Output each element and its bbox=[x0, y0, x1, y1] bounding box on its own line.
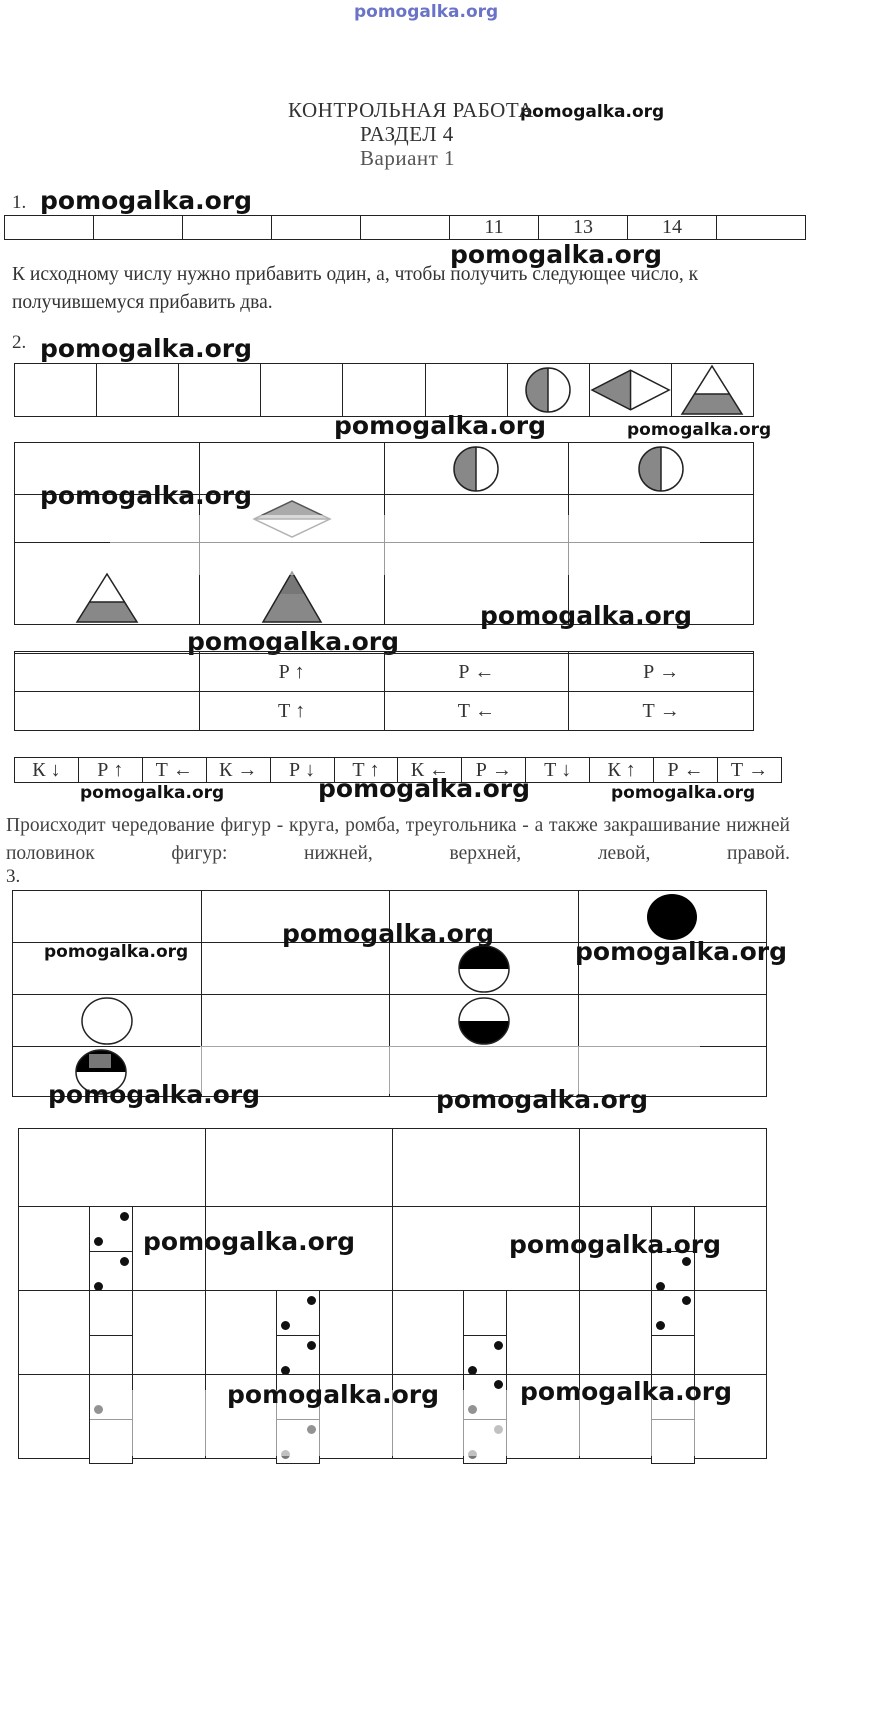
number-cell bbox=[183, 216, 272, 240]
domino-tile bbox=[463, 1290, 507, 1380]
number-cell bbox=[717, 216, 806, 240]
domino-dot bbox=[120, 1257, 129, 1266]
watermark: pomogalka.org bbox=[40, 481, 253, 510]
shape-cell bbox=[384, 443, 569, 495]
variant-title: Вариант 1 bbox=[360, 146, 456, 170]
domino-tile bbox=[89, 1206, 133, 1296]
shape-cell bbox=[179, 364, 261, 417]
triangle-bottom-gray-icon bbox=[75, 572, 139, 624]
domino-dot bbox=[656, 1321, 665, 1330]
domino-dot bbox=[494, 1380, 503, 1389]
domino-dot bbox=[494, 1341, 503, 1350]
shape-cell bbox=[671, 364, 753, 417]
watermark: pomogalka.org bbox=[318, 774, 531, 803]
task-2-number: 2. bbox=[12, 332, 27, 353]
watermark: pomogalka.org bbox=[80, 783, 225, 803]
watermark-top: pomogalka.org bbox=[354, 2, 499, 22]
sequence-cell: Т → bbox=[717, 758, 781, 783]
task-2-explanation: Происходит чередование фигур - круга, ромба, треугольника - а также закрашивание нижней половинок фигур: нижней, верхней, левой, правой. bbox=[6, 815, 790, 864]
watermark: pomogalka.org bbox=[40, 334, 253, 363]
diamond-left-gray-icon bbox=[590, 368, 671, 412]
domino-dot bbox=[120, 1212, 129, 1221]
watermark: pomogalka.org bbox=[480, 601, 693, 630]
watermark: pomogalka.org bbox=[44, 942, 189, 962]
domino-dot bbox=[307, 1341, 316, 1350]
task-2-directions-table bbox=[14, 651, 754, 731]
shape-cell bbox=[425, 364, 507, 417]
watermark: pomogalka.org bbox=[436, 1085, 649, 1114]
shape-cell bbox=[15, 364, 97, 417]
domino-tile bbox=[276, 1290, 320, 1380]
sequence-cell: Р → bbox=[462, 758, 526, 783]
sequence-cell: К ← bbox=[398, 758, 462, 783]
direction-cell: Р ← bbox=[384, 653, 569, 692]
circle-cell bbox=[578, 995, 767, 1047]
task-1-number-table bbox=[4, 215, 806, 240]
number-cell bbox=[94, 216, 183, 240]
task-1-explanation: К исходному числу нужно прибавить один, а, чтобы получить следующее число, к получившемуся прибавить два. bbox=[12, 264, 699, 313]
circle-cell bbox=[201, 943, 390, 995]
circle-left-gray-icon bbox=[637, 445, 685, 493]
watermark: pomogalka.org bbox=[611, 783, 756, 803]
number-cell: 11 bbox=[450, 216, 539, 240]
domino-dot bbox=[682, 1296, 691, 1305]
shape-cell bbox=[589, 364, 671, 417]
circle-top-black-icon bbox=[456, 944, 512, 994]
number-cell bbox=[5, 216, 94, 240]
sequence-cell: Р ↓ bbox=[270, 758, 334, 783]
watermark: pomogalka.org bbox=[334, 411, 547, 440]
shape-cell bbox=[569, 443, 754, 495]
sequence-cell: К → bbox=[206, 758, 270, 783]
sequence-cell: Р ↑ bbox=[78, 758, 142, 783]
number-cell: 14 bbox=[628, 216, 717, 240]
watermark: pomogalka.org bbox=[627, 420, 772, 440]
sequence-cell: К ↑ bbox=[590, 758, 654, 783]
sequence-cell: Т ↑ bbox=[334, 758, 398, 783]
number-cell bbox=[272, 216, 361, 240]
domino-cell bbox=[393, 1129, 580, 1207]
watermark: pomogalka.org bbox=[40, 186, 253, 215]
circle-cell bbox=[578, 891, 767, 943]
number-cell bbox=[361, 216, 450, 240]
task-2-shapes-row bbox=[14, 363, 754, 417]
direction-cell: Р ↑ bbox=[199, 653, 384, 692]
domino-cell bbox=[580, 1129, 767, 1207]
circle-cell bbox=[13, 995, 202, 1047]
circle-left-gray-icon bbox=[452, 445, 500, 493]
watermark: pomogalka.org bbox=[187, 627, 400, 656]
circle-cell bbox=[13, 891, 202, 943]
sequence-cell: Т ↓ bbox=[526, 758, 590, 783]
domino-cell bbox=[206, 1129, 393, 1207]
watermark: pomogalka.org bbox=[282, 919, 495, 948]
circle-cell bbox=[201, 995, 390, 1047]
watermark: pomogalka.org bbox=[520, 102, 665, 122]
direction-cell: Р → bbox=[569, 653, 754, 692]
domino-tile bbox=[651, 1290, 695, 1380]
shape-cell bbox=[97, 364, 179, 417]
domino-dot bbox=[307, 1296, 316, 1305]
sequence-cell: Р ← bbox=[654, 758, 718, 783]
white-circle-icon bbox=[79, 996, 135, 1046]
sequence-cell: Т ← bbox=[142, 758, 206, 783]
watermark: pomogalka.org bbox=[227, 1380, 440, 1409]
watermark: pomogalka.org bbox=[143, 1227, 356, 1256]
number-cell: 13 bbox=[539, 216, 628, 240]
watermark: pomogalka.org bbox=[450, 240, 663, 269]
scan-fade bbox=[110, 515, 700, 575]
direction-cell: Т ↑ bbox=[199, 692, 384, 731]
watermark: pomogalka.org bbox=[575, 937, 788, 966]
task-3-number: 3. bbox=[6, 866, 21, 887]
shape-cell bbox=[507, 364, 589, 417]
shape-cell bbox=[343, 364, 425, 417]
direction-cell: Т ← bbox=[384, 692, 569, 731]
watermark: pomogalka.org bbox=[509, 1230, 722, 1259]
domino-cell bbox=[19, 1129, 206, 1207]
triangle-top-gray-icon bbox=[261, 570, 323, 624]
direction-cell: Т → bbox=[569, 692, 754, 731]
shape-cell bbox=[261, 364, 343, 417]
direction-cell bbox=[15, 653, 200, 692]
domino-dot bbox=[94, 1237, 103, 1246]
sequence-cell: К ↓ bbox=[15, 758, 79, 783]
watermark: pomogalka.org bbox=[520, 1377, 733, 1406]
black-circle-icon bbox=[645, 892, 699, 942]
direction-cell bbox=[15, 692, 200, 731]
triangle-bottom-gray-icon bbox=[680, 364, 744, 416]
task-1-number: 1. bbox=[12, 192, 27, 213]
circle-left-gray-icon bbox=[524, 366, 572, 414]
circle-bottom-black-icon bbox=[456, 996, 512, 1046]
domino-tile bbox=[89, 1290, 133, 1380]
domino-dot bbox=[281, 1321, 290, 1330]
page-title: КОНТРОЛЬНАЯ РАБОТА bbox=[288, 98, 534, 122]
watermark: pomogalka.org bbox=[48, 1080, 261, 1109]
circle-cell bbox=[390, 995, 579, 1047]
section-title: РАЗДЕЛ 4 bbox=[360, 122, 454, 146]
circle-cell bbox=[390, 943, 579, 995]
